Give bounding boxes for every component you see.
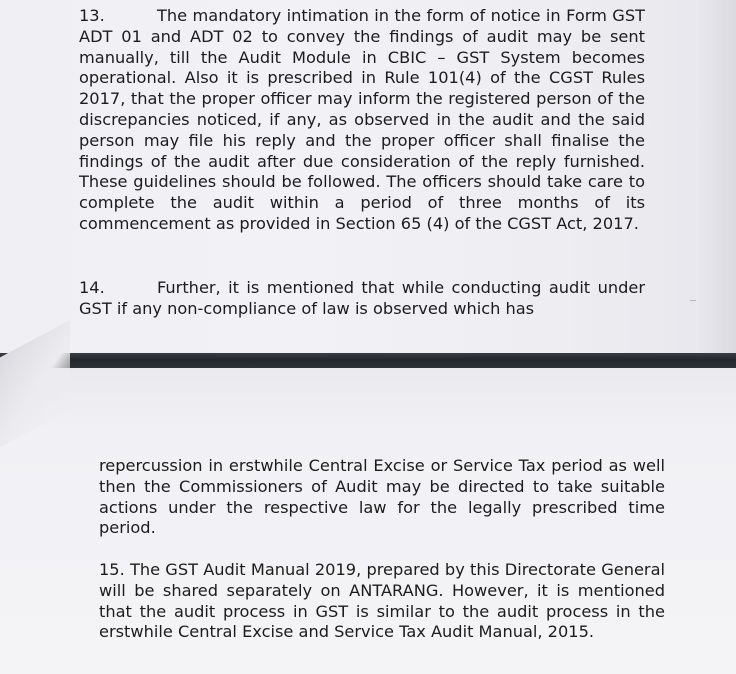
paragraph-number: 13. xyxy=(79,6,105,25)
paragraph-13 xyxy=(79,6,645,235)
paragraph-15: 15. The GST Audit Manual 2019, prepared by this Directorate General will be shared separately on ANTARANG. However, it is mentioned that the audit process in GST is similar to the audit process in the erstwhile Central Excise and Service Tax Audit Manual, 2015. xyxy=(99,560,665,642)
page-divider xyxy=(0,353,736,368)
paragraph-14-continued: repercussion in erstwhile Central Excise or Service Tax period as well then the Commissioners of Audit may be directed to take suitable actions under the respective law for the legally prescribed time period. xyxy=(99,456,665,538)
scan-mark xyxy=(690,300,696,301)
paragraph-text: Further, it is mentioned that while conducting audit under GST if any non-compliance of law is observed which has xyxy=(79,278,645,318)
paragraph-14 xyxy=(79,278,645,320)
paragraph-text: The mandatory intimation in the form of notice in Form GST ADT 01 and ADT 02 to convey the findings of audit may be sent manually, till the Audit Module in CBIC – GST System becomes operational. Also it is prescribed in Rule 101(4) of the CGST Rules 2017, that the proper officer may inform the registered person of the discrepancies noticed, if any, as observed in the audit and the said person may file his reply and the proper officer shall finalise the findings of the audit after due consideration of the reply furnished. These guidelines should be followed. The officers should take care to complete the audit within a period of three months of its commencement as provided in Section 65 (4) of the CGST Act, 2017. xyxy=(79,6,645,233)
paragraph-number: 14. xyxy=(79,278,105,297)
